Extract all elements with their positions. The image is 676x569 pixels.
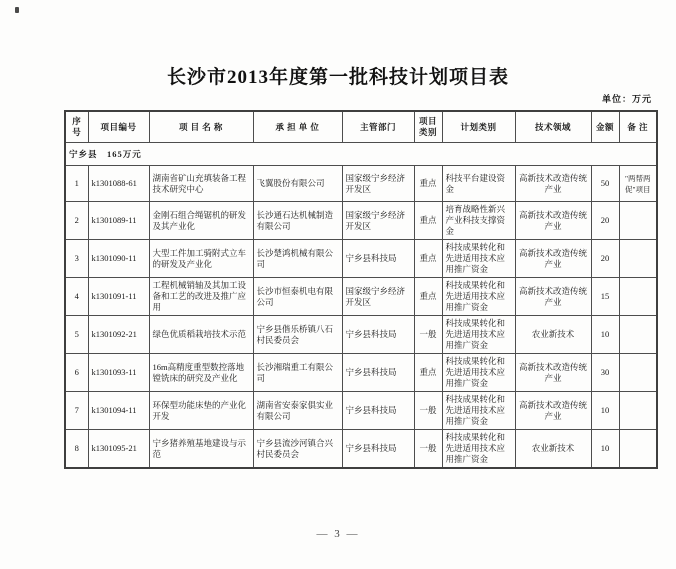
table-cell: k1301092-21 [88,316,149,354]
table-cell: k1301090-11 [88,240,149,278]
table-cell: 20 [591,240,619,278]
table-cell: "两帮两促"项目 [619,166,657,202]
table-cell: 科技成果转化和先进适用技术应用推广资金 [442,354,515,392]
table-cell: 宁乡县偕乐桥镇八石村民委员会 [253,316,342,354]
table-cell: 7 [65,392,88,430]
table-cell: 工程机械销轴及其加工设备和工艺的改进及推广应用 [149,278,253,316]
table-cell: 科技成果转化和先进适用技术应用推广资金 [442,316,515,354]
table-cell: 高新技术改造传统产业 [515,166,591,202]
project-table [64,110,658,469]
table-cell [619,354,657,392]
table-cell: 一般 [414,430,442,469]
table-row [65,354,657,392]
table-row [65,202,657,240]
column-header: 项 目 名 称 [149,111,253,143]
table-cell: 2 [65,202,88,240]
table-cell: 大型工件加工骑附式立车的研发及产业化 [149,240,253,278]
table-cell: 长沙通石达机械制造有限公司 [253,202,342,240]
table-cell: 国家级宁乡经济开发区 [342,166,414,202]
column-header: 项目编号 [88,111,149,143]
table-cell [619,278,657,316]
column-header: 承 担 单 位 [253,111,342,143]
table-cell: k1301089-11 [88,202,149,240]
column-header: 金额 [591,111,619,143]
table-cell: 培育战略性新兴产业科技支撑资金 [442,202,515,240]
scan-artifact-speck [15,7,19,13]
table-cell: 长沙楚鸿机械有限公司 [253,240,342,278]
table-cell: 环保型功能床垫的产业化开发 [149,392,253,430]
table-cell [619,430,657,469]
table-cell: 5 [65,316,88,354]
unit-note: 单位：万元 [601,94,652,104]
table-cell: 15 [591,278,619,316]
section-label: 宁乡县 165万元 [65,143,657,166]
table-cell: 4 [65,278,88,316]
table-cell: 飞翼股份有限公司 [253,166,342,202]
column-header: 序号 [65,111,88,143]
table-cell: 1 [65,166,88,202]
table-cell: 农业新技术 [515,430,591,469]
page-number: — 3 — [316,528,360,540]
table-cell: 8 [65,430,88,469]
column-header: 技术领域 [515,111,591,143]
column-header: 项目类别 [414,111,442,143]
table-cell: 30 [591,354,619,392]
table-cell: k1301095-21 [88,430,149,469]
table-cell: 宁乡猪养殖基地建设与示范 [149,430,253,469]
table-row [65,278,657,316]
table-row [65,430,657,469]
table-cell [619,202,657,240]
table-cell: 10 [591,392,619,430]
section-row [65,143,657,166]
table-cell: 科技成果转化和先进适用技术应用推广资金 [442,240,515,278]
table-cell: k1301093-11 [88,354,149,392]
project-table-container [64,110,656,469]
table-cell: 科技成果转化和先进适用技术应用推广资金 [442,430,515,469]
table-cell: 重点 [414,202,442,240]
table-row [65,240,657,278]
table-cell: 宁乡县科技局 [342,430,414,469]
table-cell: 重点 [414,278,442,316]
table-cell: 高新技术改造传统产业 [515,354,591,392]
table-cell: 国家级宁乡经济开发区 [342,278,414,316]
column-header: 备 注 [619,111,657,143]
table-cell: 宁乡县科技局 [342,392,414,430]
table-header-row [65,111,657,143]
table-cell: 50 [591,166,619,202]
table-cell: 高新技术改造传统产业 [515,240,591,278]
table-cell: 科技平台建设资金 [442,166,515,202]
table-row [65,166,657,202]
table-cell: 金刚石组合绳锯机的研发及其产业化 [149,202,253,240]
table-cell: 绿色优质稻栽培技术示范 [149,316,253,354]
table-cell: 宁乡县科技局 [342,316,414,354]
table-cell: k1301088-61 [88,166,149,202]
table-cell: 16m高精度重型数控落地镗铣床的研究及产业化 [149,354,253,392]
table-cell: 宁乡县科技局 [342,240,414,278]
table-cell: 长沙湘瑞重工有限公司 [253,354,342,392]
table-cell: 10 [591,430,619,469]
table-row [65,316,657,354]
table-cell: k1301091-11 [88,278,149,316]
table-cell: 湖南省安泰家俱实业有限公司 [253,392,342,430]
table-body [65,166,657,469]
table-cell: 一般 [414,316,442,354]
document-title: 长沙市2013年度第一批科技计划项目表 [166,67,509,88]
table-cell: 高新技术改造传统产业 [515,202,591,240]
table-cell [619,392,657,430]
table-cell: 宁乡县流沙河镇合兴村民委员会 [253,430,342,469]
table-cell: 高新技术改造传统产业 [515,278,591,316]
table-cell: 重点 [414,354,442,392]
table-cell: 国家级宁乡经济开发区 [342,202,414,240]
table-row [65,392,657,430]
table-cell: 湖南省矿山充填装备工程技术研究中心 [149,166,253,202]
table-cell: 高新技术改造传统产业 [515,392,591,430]
table-cell: 重点 [414,166,442,202]
table-cell: 农业新技术 [515,316,591,354]
table-cell: 10 [591,316,619,354]
table-cell: 宁乡县科技局 [342,354,414,392]
table-cell: 科技成果转化和先进适用技术应用推广资金 [442,278,515,316]
table-cell: k1301094-11 [88,392,149,430]
column-header: 计划类别 [442,111,515,143]
table-cell [619,240,657,278]
table-cell: 3 [65,240,88,278]
table-cell: 科技成果转化和先进适用技术应用推广资金 [442,392,515,430]
table-cell [619,316,657,354]
table-cell: 长沙市恒泰机电有限公司 [253,278,342,316]
table-cell: 一般 [414,392,442,430]
table-cell: 重点 [414,240,442,278]
table-cell: 6 [65,354,88,392]
table-cell: 20 [591,202,619,240]
column-header: 主管部门 [342,111,414,143]
